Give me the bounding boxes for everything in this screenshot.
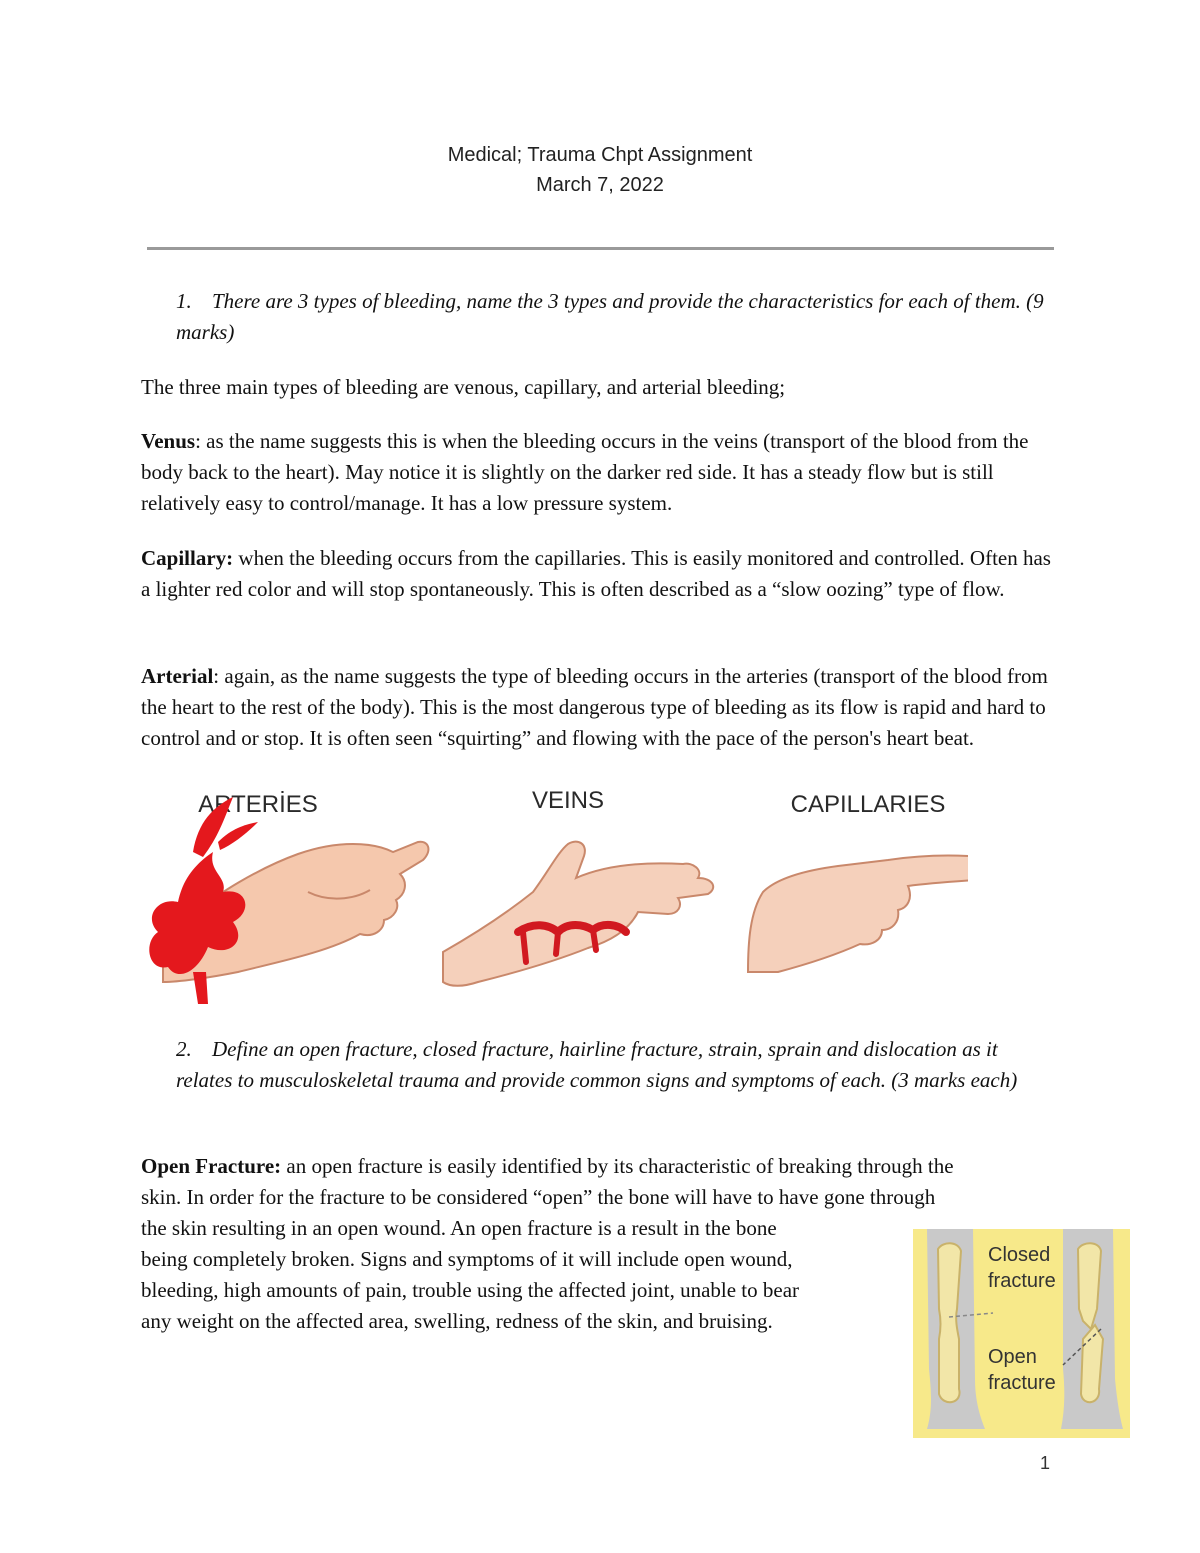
question-1-text: There are 3 types of bleeding, name the 3 types and provide the characteristics for each of them. (9 marks) bbox=[176, 289, 1044, 344]
document-title: Medical; Trauma Chpt Assignment bbox=[447, 144, 753, 166]
open-fracture-line-1: Open Fracture: an open fracture is easily identified by its characteristic of breaking through the bbox=[141, 1154, 954, 1178]
capillary-paragraph bbox=[141, 543, 1061, 605]
arterial-paragraph bbox=[141, 661, 1061, 754]
venus-paragraph bbox=[141, 426, 1061, 519]
question-2-text: Define an open fracture, closed fracture, hairline fracture, strain, sprain and dislocation as it relates to musculoskeletal trauma and provide common signs and symptoms of each. (3 marks each) bbox=[176, 1037, 1018, 1092]
veins-hand-image bbox=[443, 842, 713, 986]
capillary-term: Capillary: bbox=[141, 546, 234, 570]
document-header bbox=[0, 140, 1200, 200]
arterial-term: Arterial bbox=[141, 664, 214, 688]
open-fracture-line-3: the skin resulting in an open wound. An open fracture is a result in the bone bbox=[141, 1216, 777, 1240]
closed-fracture-label-1: Closed bbox=[988, 1244, 1051, 1266]
open-fracture-line-6: any weight on the affected area, swelling, redness of the skin, and bruising. bbox=[141, 1309, 773, 1333]
open-fracture-line-2: skin. In order for the fracture to be considered “open” the bone will have to have gone through bbox=[141, 1185, 936, 1209]
question-2-number: 2. bbox=[176, 1037, 192, 1061]
capillaries-label: CAPILLARIES bbox=[790, 791, 946, 818]
veins-label: VEINS bbox=[531, 787, 605, 814]
open-fracture-term: Open Fracture: bbox=[141, 1154, 282, 1178]
header-divider bbox=[147, 247, 1054, 250]
open-fracture-line-4: being completely broken. Signs and symptoms of it will include open wound, bbox=[141, 1247, 793, 1271]
document-date: March 7, 2022 bbox=[536, 174, 664, 196]
bleeding-types-illustration bbox=[138, 782, 968, 1008]
capillaries-hand-image bbox=[748, 856, 968, 973]
closed-fracture-label-2: fracture bbox=[988, 1270, 1056, 1292]
page-number: 1 bbox=[1040, 1453, 1051, 1473]
open-fracture-label-1: Open bbox=[988, 1346, 1037, 1368]
capillary-text: when the bleeding occurs from the capillaries. This is easily monitored and controlled. Often has a lighter red color and will stop spontaneously. This is often described as a “slow oozing” type of flow. bbox=[141, 546, 1051, 601]
open-fracture-label-2: fracture bbox=[988, 1372, 1056, 1394]
arteries-label: ARTERİES bbox=[198, 791, 318, 818]
arteries-hand-image bbox=[149, 797, 428, 1004]
question-1-number: 1. bbox=[176, 289, 192, 313]
venus-text: : as the name suggests this is when the bleeding occurs in the veins (transport of the blood from the body back to the heart). May notice it is slightly on the darker red side. It has a steady flow but is still relatively easy to control/manage. It has a low pressure system. bbox=[141, 429, 1029, 515]
open-fracture-line-5: bleeding, high amounts of pain, trouble using the affected joint, unable to bear bbox=[141, 1278, 800, 1302]
venus-term: Venus bbox=[141, 429, 196, 453]
question-1 bbox=[176, 286, 1056, 348]
fracture-illustration bbox=[913, 1229, 1130, 1438]
intro-paragraph: The three main types of bleeding are venous, capillary, and arterial bleeding; bbox=[141, 375, 786, 399]
arterial-text: : again, as the name suggests the type of bleeding occurs in the arteries (transport of the blood from the heart to the rest of the body). This is the most dangerous type of bleeding as its flow is rapid and hard to control and or stop. It is often seen “squirting” and flowing with the pace of the person's heart beat. bbox=[141, 664, 1048, 750]
question-2 bbox=[176, 1034, 1056, 1096]
